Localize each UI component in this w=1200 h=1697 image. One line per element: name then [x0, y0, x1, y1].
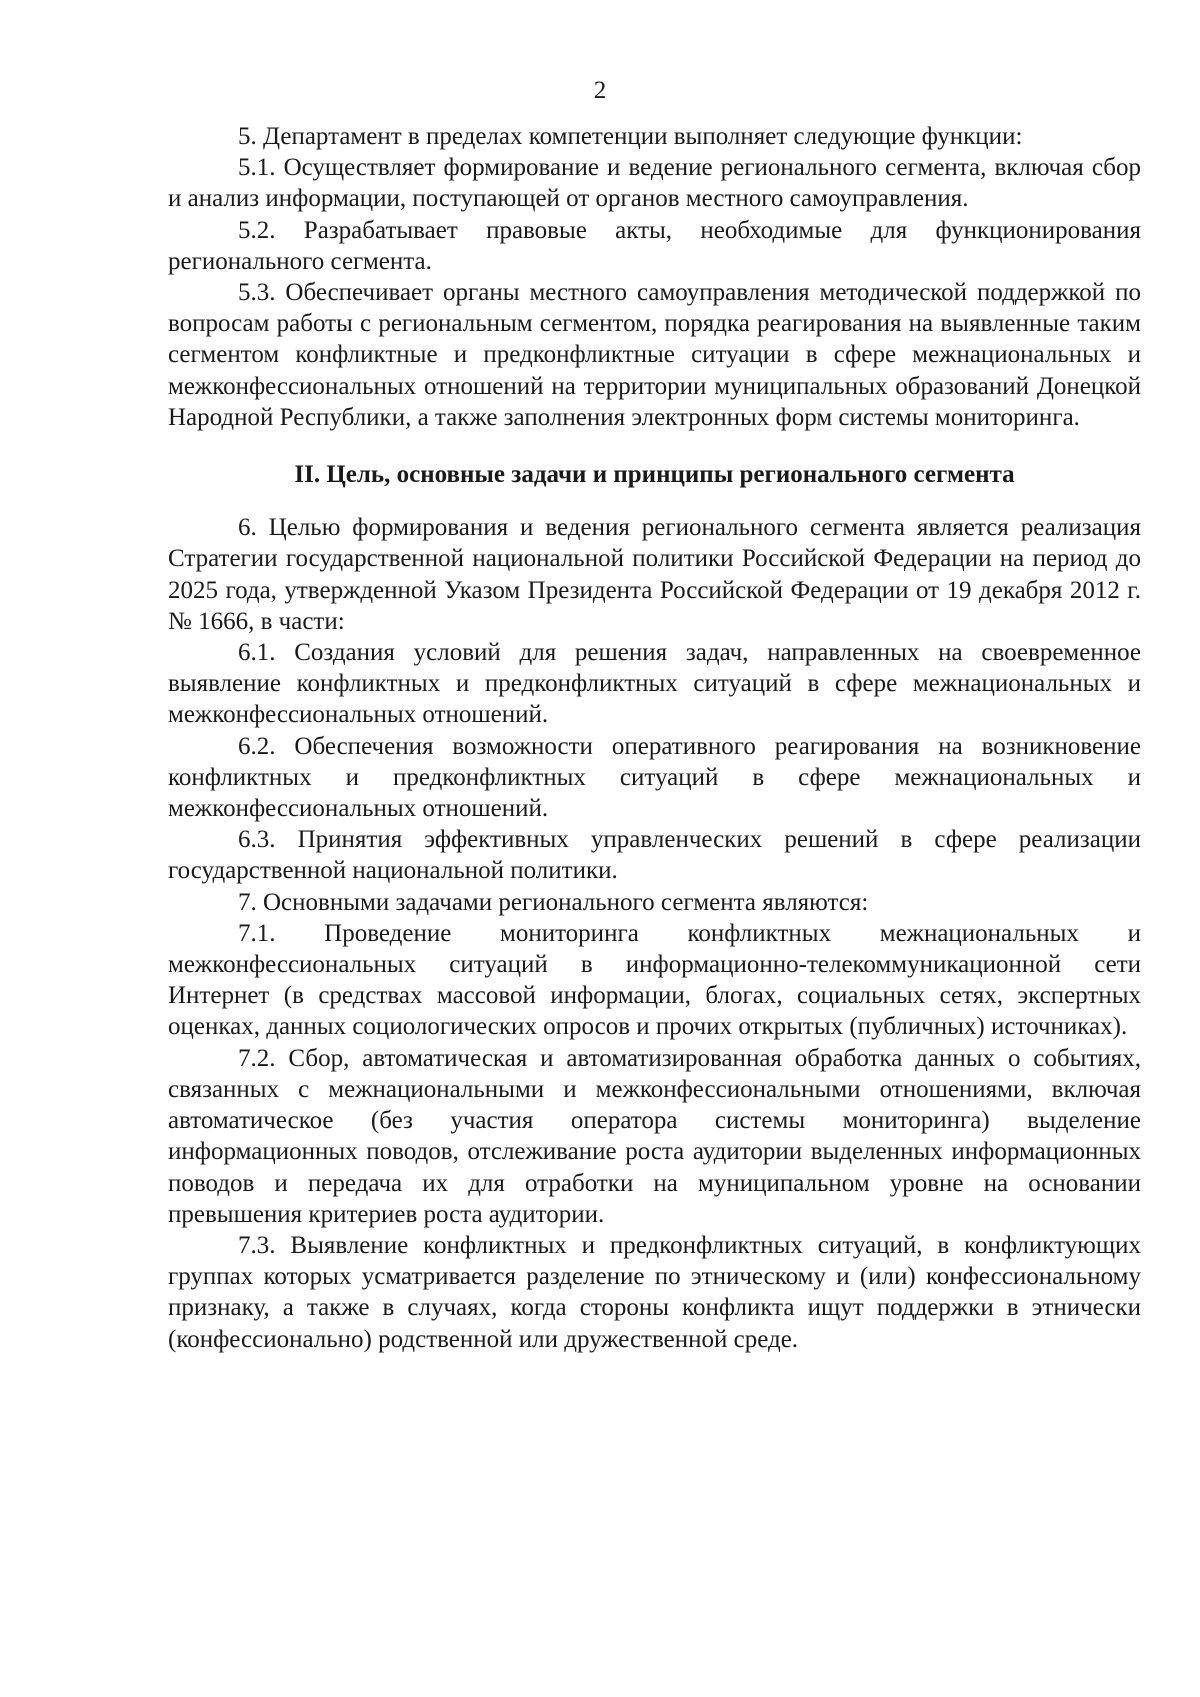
page-number: 2	[593, 77, 607, 104]
paragraph-7-2: 7.2. Сбор, автоматическая и автоматизированная обработка данных о событиях, связанных с межнациональными и межконфессиональными отношениями, включая автоматическое (без участия оператора системы мониторинга) выделение информационных поводов, отслеживание роста аудитории выделенных информационных поводов и передача их для отработки на муниципальном уровне на основании превышения критериев роста аудитории.	[168, 1044, 1141, 1228]
paragraph-5: 5. Департамент в пределах компетенции выполняет следующие функции:	[238, 123, 1023, 150]
paragraph-6-3: 6.3. Принятия эффективных управленческих решений в сфере реализации государственной национальной политики.	[168, 826, 1141, 885]
paragraph-7-3: 7.3. Выявление конфликтных и предконфликтных ситуаций, в конфликтующих группах которых усматривается разделение по этническому и (или) конфессиональному признаку, а также в случаях, когда стороны конфликта ищут поддержки в этнически (конфессионально) родственной или дружественной среде.	[168, 1231, 1141, 1353]
paragraph-7: 7. Основными задачами регионального сегмента являются:	[238, 888, 869, 916]
paragraph-5-3: 5.3. Обеспечивает органы местного самоуправления методической поддержкой по вопросам работы с региональным сегментом, порядка реагирования на выявленные таким сегментом конфликтные и предконфликтные ситуации в сфере межнациональных и межконфессиональных отношений на территории муниципальных образований Донецкой Народной Республики, а также заполнения электронных форм системы мониторинга.	[168, 279, 1141, 431]
paragraph-7-1: 7.1. Проведение мониторинга конфликтных межнациональных и межконфессиональных ситуаций в информационно-телекоммуникационной сети Интернет (в средствах массовой информации, блогах, социальных сетях, экспертных оценках, данных социологических опросов и прочих открытых (публичных) источниках).	[168, 919, 1141, 1041]
section-heading: II. Цель, основные задачи и принципы регионального сегмента	[294, 461, 1015, 489]
paragraph-6: 6. Целью формирования и ведения регионального сегмента является реализация Стратегии государственной национальной политики Российской Федерации на период до 2025 года, утвержденной Указом Президента Российской Федерации от 19 декабря 2012 г. № 1666, в части:	[168, 514, 1141, 635]
paragraph-6-1: 6.1. Создания условий для решения задач, направленных на своевременное выявление конфликтных и предконфликтных ситуаций в сфере межнациональных и межконфессиональных отношений.	[168, 639, 1141, 729]
paragraph-6-2: 6.2. Обеспечения возможности оперативного реагирования на возникновение конфликтных и предконфликтных ситуаций в сфере межнациональных и межконфессиональных отношений.	[168, 732, 1141, 823]
paragraph-5-1: 5.1. Осуществляет формирование и ведение регионального сегмента, включая сбор и анализ информации, поступающей от органов местного самоуправления.	[168, 154, 1141, 213]
paragraph-5-2: 5.2. Разрабатывает правовые акты, необходимые для функционирования регионального сегмента.	[168, 216, 1141, 275]
document-body	[168, 121, 1141, 1355]
